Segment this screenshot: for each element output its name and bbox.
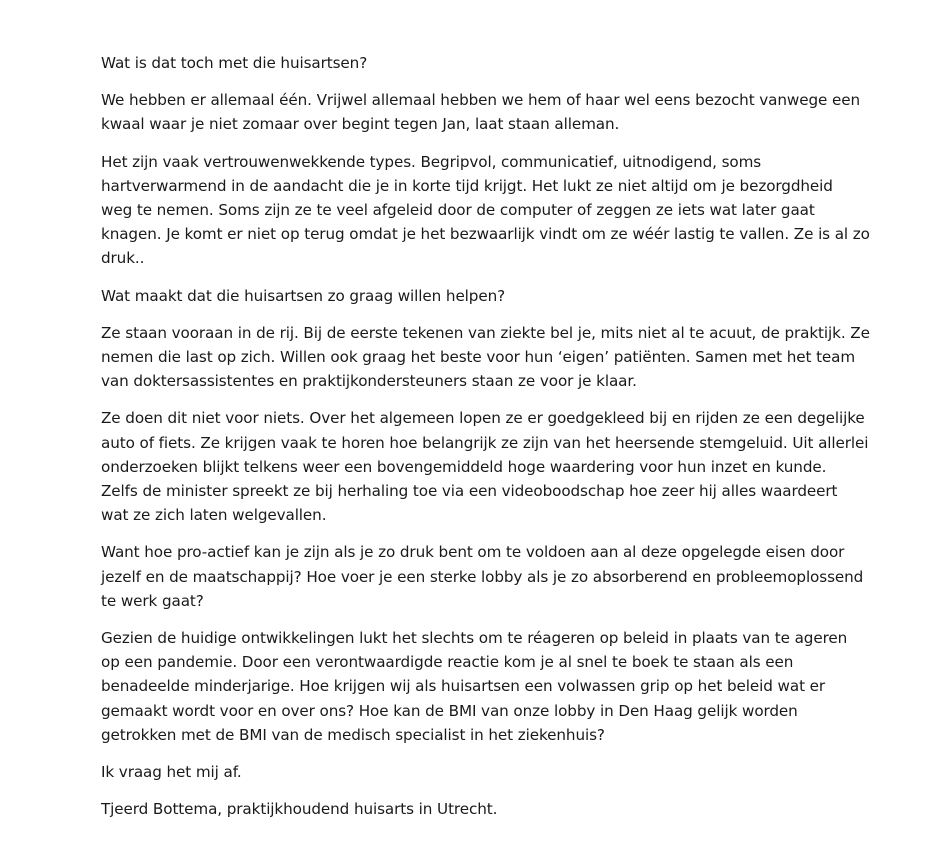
text-line: druk..	[101, 249, 145, 268]
text-line: nemen die last op zich. Willen ook graag het beste voor hun ‘eigen’ patiënten. Samen met het team	[101, 348, 856, 367]
text-line: kwaal waar je niet zomaar over begint tegen Jan, laat staan alleman.	[101, 115, 620, 134]
text-line: te werk gaat?	[101, 591, 204, 610]
text-line: Zelfs de minister spreekt ze bij herhaling toe via een videoboodschap hoe zeer hij alles waardeert	[101, 482, 838, 501]
text-line: benadeelde minderjarige. Hoe krijgen wij als huisartsen een volwassen grip op het beleid wat er	[101, 677, 826, 696]
paragraph	[101, 626, 871, 747]
text-line: Het zijn vaak vertrouwenwekkende types. Begripvol, communicatief, uitnodigend, soms	[101, 152, 762, 171]
document-body	[101, 51, 871, 834]
paragraph	[101, 406, 871, 527]
text-line: knagen. Je komt er niet op terug omdat je het bezwaarlijk vindt om ze wéér lastig te vallen. Ze is al zo	[101, 225, 870, 244]
text-line: We hebben er allemaal één. Vrijwel allemaal hebben we hem of haar wel eens bezocht vanwege een	[101, 91, 861, 110]
text-line: Tjeerd Bottema, praktijkhoudend huisarts in Utrecht.	[101, 800, 498, 819]
paragraph	[101, 321, 871, 394]
paragraph	[101, 284, 871, 308]
text-line: van doktersassistentes en praktijkondersteuners staan ze voor je klaar.	[101, 372, 637, 391]
text-line: getrokken met de BMI van de medisch specialist in het ziekenhuis?	[101, 725, 605, 744]
paragraph-title	[101, 51, 871, 75]
text-line: Wat is dat toch met die huisartsen?	[101, 54, 368, 72]
text-line: weg te nemen. Soms zijn ze te veel afgeleid door de computer of zeggen ze iets wat later gaat	[101, 201, 815, 220]
paragraph	[101, 540, 871, 613]
paragraph	[101, 150, 871, 271]
text-line: wat ze zich laten welgevallen.	[101, 506, 327, 525]
paragraph	[101, 88, 871, 136]
text-line: Wat maakt dat die huisartsen zo graag willen helpen?	[101, 286, 506, 305]
text-line: hartverwarmend in de aandacht die je in korte tijd krijgt. Het lukt ze niet altijd om je bezorgdheid	[101, 176, 833, 195]
paragraph-signature	[101, 797, 871, 821]
text-line: Gezien de huidige ontwikkelingen lukt het slechts om te réageren op beleid in plaats van te ageren	[101, 629, 848, 648]
text-line: Ze staan vooraan in de rij. Bij de eerste tekenen van ziekte bel je, mits niet al te acuut, de praktijk. Ze	[101, 323, 870, 342]
text-line: gemaakt wordt voor en over ons? Hoe kan de BMI van onze lobby in Den Haag gelijk worden	[101, 701, 798, 720]
text-line: jezelf en de maatschappij? Hoe voer je een sterke lobby als je zo absorberend en probleemoplossend	[101, 567, 864, 586]
text-line: onderzoeken blijkt telkens weer een bovengemiddeld hoge waardering voor hun inzet en kunde.	[101, 457, 827, 476]
text-line: Ze doen dit niet voor niets. Over het algemeen lopen ze er goedgekleed bij en rijden ze een degelijke	[101, 409, 865, 428]
text-line: op een pandemie. Door een verontwaardigde reactie kom je al snel te boek te staan als een	[101, 653, 794, 672]
text-line: Ik vraag het mij af.	[101, 763, 242, 782]
paragraph	[101, 760, 871, 784]
text-line: auto of fiets. Ze krijgen vaak te horen hoe belangrijk ze zijn van het heersende stemgeluid. Uit allerlei	[101, 433, 869, 452]
text-line: Want hoe pro-actief kan je zijn als je zo druk bent om te voldoen aan al deze opgelegde eisen door	[101, 543, 845, 562]
